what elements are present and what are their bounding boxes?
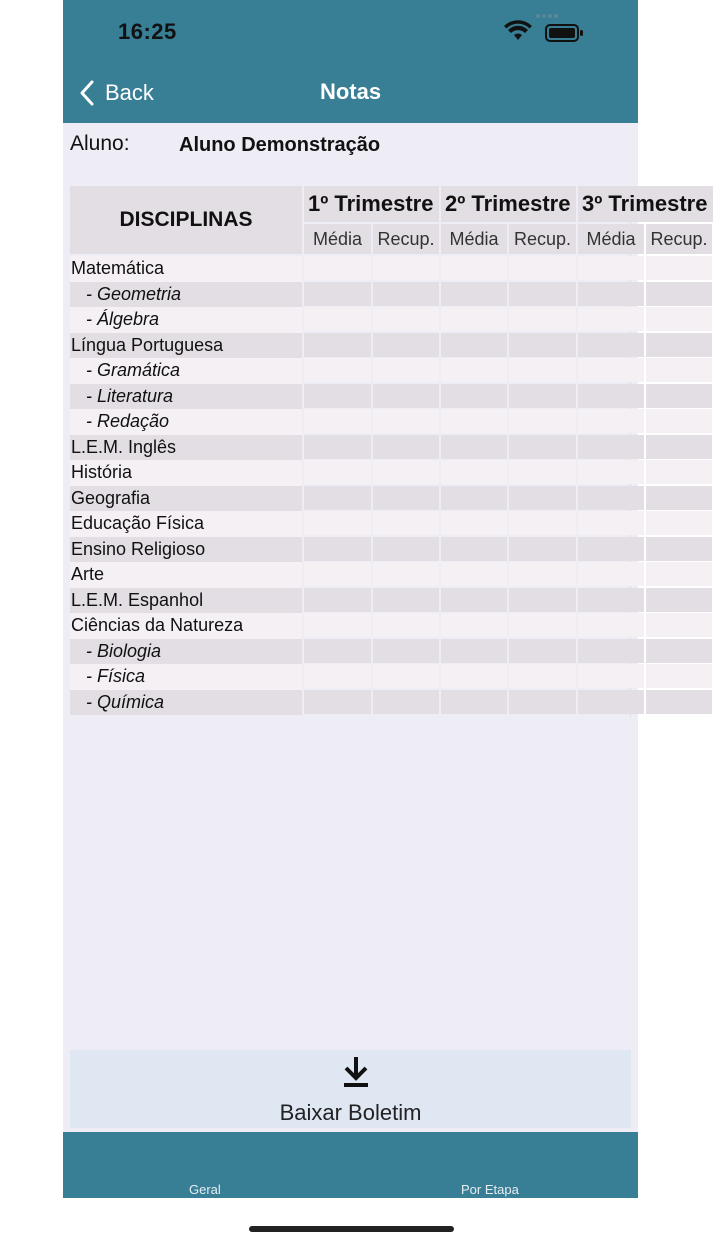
grade-cell bbox=[441, 460, 507, 484]
discipline-row: Língua Portuguesa bbox=[70, 333, 302, 359]
discipline-row: - Biologia bbox=[70, 639, 302, 665]
grade-cell bbox=[304, 588, 371, 612]
grade-cell bbox=[441, 333, 507, 357]
grade-cell bbox=[578, 256, 644, 280]
sub-header-recup: Recup. bbox=[509, 224, 576, 254]
discipline-row: - Literatura bbox=[70, 384, 302, 410]
grade-cell bbox=[373, 460, 439, 484]
discipline-row: - Álgebra bbox=[70, 307, 302, 333]
grade-cell bbox=[646, 333, 712, 357]
grade-cell bbox=[509, 333, 576, 357]
grade-cell bbox=[441, 639, 507, 663]
grade-cell bbox=[441, 613, 507, 637]
grade-cell bbox=[373, 256, 439, 280]
home-area bbox=[63, 1198, 638, 1244]
discipline-row: Educação Física bbox=[70, 511, 302, 537]
grade-cell bbox=[441, 511, 507, 535]
grade-cell bbox=[578, 511, 644, 535]
grade-cell bbox=[304, 562, 371, 586]
grade-cell bbox=[578, 384, 644, 408]
student-name: Aluno Demonstração bbox=[179, 134, 381, 156]
grade-cell bbox=[578, 588, 644, 612]
grade-cell bbox=[509, 460, 576, 484]
grade-cell bbox=[304, 511, 371, 535]
grade-cell bbox=[646, 282, 712, 306]
grade-cell bbox=[304, 307, 371, 331]
grade-cell bbox=[509, 690, 576, 714]
grade-cell bbox=[509, 588, 576, 612]
grade-cell bbox=[578, 486, 644, 510]
status-time: 16:25 bbox=[118, 19, 177, 44]
grade-cell bbox=[578, 537, 644, 561]
grade-cell bbox=[646, 460, 712, 484]
discipline-row: Arte bbox=[70, 562, 302, 588]
grade-cell bbox=[304, 639, 371, 663]
grade-cell bbox=[373, 664, 439, 688]
back-label: Back bbox=[105, 80, 154, 105]
grade-cell bbox=[509, 537, 576, 561]
grade-cell bbox=[578, 333, 644, 357]
grade-cell bbox=[304, 409, 371, 433]
grade-cell bbox=[646, 639, 712, 663]
grade-cell bbox=[373, 486, 439, 510]
grade-cell bbox=[646, 537, 712, 561]
grade-cell bbox=[646, 613, 712, 637]
grade-cell bbox=[304, 384, 371, 408]
grade-cell bbox=[373, 358, 439, 382]
grade-cell bbox=[509, 358, 576, 382]
grade-cell bbox=[441, 358, 507, 382]
discipline-row: - Redação bbox=[70, 409, 302, 435]
grade-cell bbox=[578, 460, 644, 484]
download-icon bbox=[341, 1055, 371, 1089]
discipline-row: - Gramática bbox=[70, 358, 302, 384]
grade-cell bbox=[373, 282, 439, 306]
grade-cell bbox=[373, 307, 439, 331]
discipline-row: Ensino Religioso bbox=[70, 537, 302, 563]
grade-cell bbox=[509, 435, 576, 459]
discipline-row: Geografia bbox=[70, 486, 302, 512]
grade-cell bbox=[646, 588, 712, 612]
status-icons bbox=[502, 22, 602, 44]
grade-cell bbox=[304, 333, 371, 357]
page-title: Notas bbox=[319, 79, 382, 104]
grade-cell bbox=[304, 256, 371, 280]
grade-cell bbox=[441, 307, 507, 331]
grade-cell bbox=[578, 409, 644, 433]
grade-cell bbox=[509, 307, 576, 331]
grade-cell bbox=[441, 384, 507, 408]
grade-cell bbox=[578, 562, 644, 586]
app-screen bbox=[63, 0, 708, 1244]
term-header: 2º Trimestre bbox=[441, 186, 576, 222]
sub-header-media: Média bbox=[578, 224, 644, 254]
download-report-button[interactable] bbox=[70, 1050, 631, 1128]
grade-cell bbox=[646, 358, 712, 382]
wifi-icon bbox=[504, 20, 532, 40]
grade-cell bbox=[646, 384, 712, 408]
grade-cell bbox=[646, 486, 712, 510]
grade-cell bbox=[441, 435, 507, 459]
grade-cell bbox=[509, 486, 576, 510]
grade-cell bbox=[509, 613, 576, 637]
grade-cell bbox=[441, 537, 507, 561]
grade-cell bbox=[304, 460, 371, 484]
grade-cell bbox=[509, 664, 576, 688]
sub-header-media: Média bbox=[441, 224, 507, 254]
tab-geral[interactable]: Geral bbox=[189, 1182, 221, 1197]
grade-cell bbox=[646, 690, 712, 714]
grade-cell bbox=[304, 664, 371, 688]
disciplines-column bbox=[70, 256, 302, 715]
disciplines-header: DISCIPLINAS bbox=[70, 186, 302, 254]
discipline-row: L.E.M. Inglês bbox=[70, 435, 302, 461]
battery-icon bbox=[546, 25, 583, 41]
grade-cell bbox=[578, 613, 644, 637]
grade-cell bbox=[304, 435, 371, 459]
grade-cell bbox=[646, 664, 712, 688]
grade-cell bbox=[373, 511, 439, 535]
grade-cell bbox=[441, 409, 507, 433]
grade-cell bbox=[578, 664, 644, 688]
grade-cell bbox=[578, 282, 644, 306]
grade-cell bbox=[373, 613, 439, 637]
grade-cell bbox=[373, 537, 439, 561]
tab-bar bbox=[63, 1132, 638, 1198]
term-header: 3º Trimestre bbox=[578, 186, 713, 222]
term-header: 1º Trimestre bbox=[304, 186, 439, 222]
grade-cell bbox=[441, 588, 507, 612]
cellular-signal-icon bbox=[536, 14, 558, 18]
grade-cell bbox=[441, 256, 507, 280]
grade-cell bbox=[441, 486, 507, 510]
grade-cell bbox=[578, 690, 644, 714]
grade-cell bbox=[578, 435, 644, 459]
grade-cell bbox=[578, 307, 644, 331]
grade-cell bbox=[509, 639, 576, 663]
download-label: Baixar Boletim bbox=[279, 1100, 422, 1125]
discipline-row: - Química bbox=[70, 690, 302, 716]
grade-cell bbox=[509, 384, 576, 408]
student-label: Aluno: bbox=[70, 132, 130, 155]
grade-cell bbox=[373, 588, 439, 612]
grade-cell bbox=[304, 486, 371, 510]
grade-cell bbox=[509, 409, 576, 433]
grade-cell bbox=[373, 639, 439, 663]
grade-cell bbox=[441, 562, 507, 586]
grade-cell bbox=[509, 256, 576, 280]
grade-cell bbox=[578, 358, 644, 382]
grade-cell bbox=[373, 435, 439, 459]
grade-cell bbox=[441, 690, 507, 714]
grade-cell bbox=[373, 690, 439, 714]
grade-cell bbox=[304, 282, 371, 306]
discipline-row: História bbox=[70, 460, 302, 486]
grade-cell bbox=[646, 511, 712, 535]
grade-cell bbox=[646, 562, 712, 586]
discipline-row: - Física bbox=[70, 664, 302, 690]
grade-cell bbox=[646, 307, 712, 331]
terms-area bbox=[304, 186, 708, 717]
grade-cell bbox=[304, 537, 371, 561]
grade-cell bbox=[373, 409, 439, 433]
grades-table[interactable] bbox=[70, 186, 708, 717]
sub-header-recup: Recup. bbox=[646, 224, 712, 254]
grade-cell bbox=[373, 562, 439, 586]
sub-header-media: Média bbox=[304, 224, 371, 254]
grade-cell bbox=[646, 435, 712, 459]
tab-por-etapa[interactable]: Por Etapa bbox=[461, 1182, 519, 1197]
discipline-row: Ciências da Natureza bbox=[70, 613, 302, 639]
grade-cell bbox=[509, 511, 576, 535]
home-indicator[interactable] bbox=[249, 1226, 454, 1232]
grade-cell bbox=[578, 639, 644, 663]
grade-cell bbox=[646, 256, 712, 280]
grade-cell bbox=[509, 282, 576, 306]
grade-cell bbox=[509, 562, 576, 586]
discipline-row: - Geometria bbox=[70, 282, 302, 308]
grade-cell bbox=[441, 664, 507, 688]
discipline-row: L.E.M. Espanhol bbox=[70, 588, 302, 614]
grade-cell bbox=[304, 613, 371, 637]
grade-cell bbox=[441, 282, 507, 306]
navigation-bar bbox=[63, 0, 638, 123]
sub-header-recup: Recup. bbox=[373, 224, 439, 254]
grade-cell bbox=[304, 358, 371, 382]
grade-cell bbox=[373, 333, 439, 357]
grade-cell bbox=[646, 409, 712, 433]
grade-cell bbox=[304, 690, 371, 714]
discipline-row: Matemática bbox=[70, 256, 302, 282]
grade-cell bbox=[373, 384, 439, 408]
